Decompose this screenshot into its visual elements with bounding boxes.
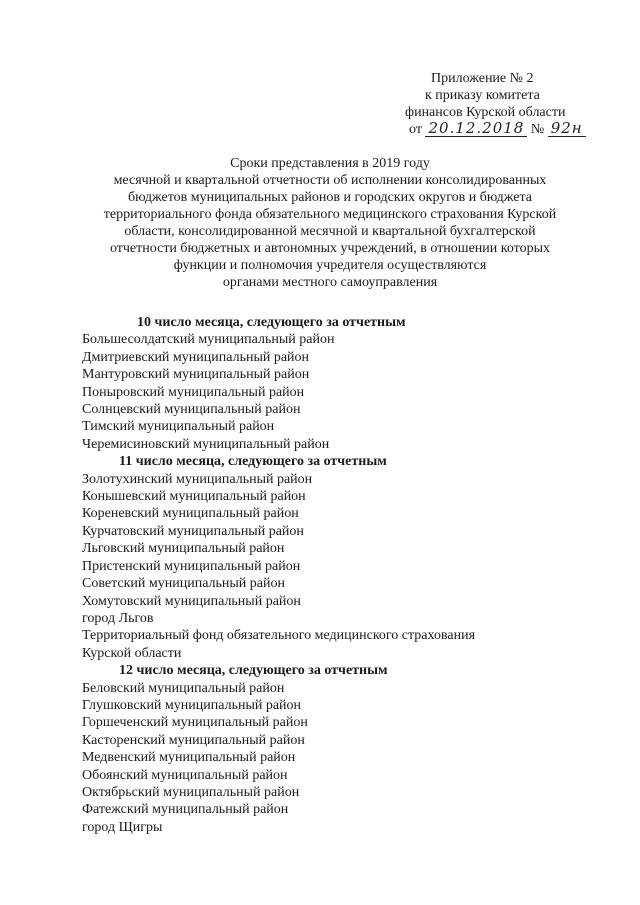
section-day-10 (82, 314, 602, 453)
list-item: Льговский муниципальный район (82, 541, 285, 557)
list-item: Медвенский муниципальный район (82, 750, 296, 766)
list-item: Горшеченский муниципальный район (82, 715, 308, 731)
list-item: Тимский муниципальный район (82, 419, 275, 435)
appendix-block (395, 70, 605, 138)
document-title (60, 155, 600, 291)
list-item: Советский муниципальный район (82, 576, 285, 592)
section-heading: 12 число месяца, следующего за отчетным (119, 663, 388, 679)
appendix-title: Приложение № 2 (431, 71, 534, 86)
title-line: бюджетов муниципальных районов и городских округов и бюджета (128, 190, 532, 205)
title-line: Сроки представления в 2019 году (230, 156, 430, 171)
title-line: функции и полномочия учредителя осуществляются (173, 258, 487, 273)
handwritten-date: 20.12.2018 (425, 121, 527, 137)
list-item: Касторенский муниципальный район (82, 732, 305, 748)
list-item: Золотухинский муниципальный район (82, 471, 313, 487)
list-item: город Льгов (82, 610, 154, 626)
title-line: органами местного самоуправления (222, 275, 438, 290)
list-item: Хомутовский муниципальный район (82, 593, 301, 609)
appendix-order-ref: к приказу комитета (425, 88, 540, 103)
list-item: Кореневский муниципальный район (82, 506, 299, 522)
handwritten-number: 92н (548, 121, 586, 137)
list-item: Пристенский муниципальный район (82, 558, 301, 574)
section-day-11 (82, 453, 602, 662)
appendix-date-number (395, 121, 605, 138)
list-item: Обоянский муниципальный район (82, 767, 288, 783)
list-item: Большесолдатский муниципальный район (82, 332, 335, 348)
title-line: территориального фонда обязательного медицинского страхования Курской (103, 207, 557, 222)
section-heading: 11 число месяца, следующего за отчетным (119, 454, 387, 470)
section-heading: 10 число месяца, следующего за отчетным (137, 315, 406, 330)
list-item: Конышевский муниципальный район (82, 489, 306, 505)
list-item: Черемисиновский муниципальный район (82, 436, 330, 452)
list-item: Курской области (82, 645, 182, 661)
appendix-committee: финансов Курской области (405, 105, 566, 120)
section-day-12 (82, 662, 602, 836)
list-item: Поныровский муниципальный район (82, 384, 305, 400)
title-line: области, консолидированной месячной и квартальной бухгалтерской (124, 224, 536, 239)
title-line: месячной и квартальной отчетности об исполнении консолидированных (113, 173, 547, 188)
deadline-sections (82, 314, 602, 836)
list-item: город Щигры (82, 819, 163, 835)
number-label: № (530, 122, 545, 137)
list-item: Солнцевский муниципальный район (82, 402, 301, 418)
list-item: Глушковский муниципальный район (82, 697, 302, 713)
list-item: Мантуровский муниципальный район (82, 367, 310, 383)
list-item: Дмитриевский муниципальный район (82, 349, 310, 365)
title-line: отчетности бюджетных и автономных учреждений, в отношении которых (109, 241, 551, 256)
list-item: Октябрьский муниципальный район (82, 784, 300, 800)
list-item: Территориальный фонд обязательного медицинского страхования (82, 628, 476, 644)
from-label: от (409, 122, 422, 137)
list-item: Беловский муниципальный район (82, 680, 285, 696)
list-item: Фатежский муниципальный район (82, 802, 289, 818)
list-item: Курчатовский муниципальный район (82, 523, 304, 539)
